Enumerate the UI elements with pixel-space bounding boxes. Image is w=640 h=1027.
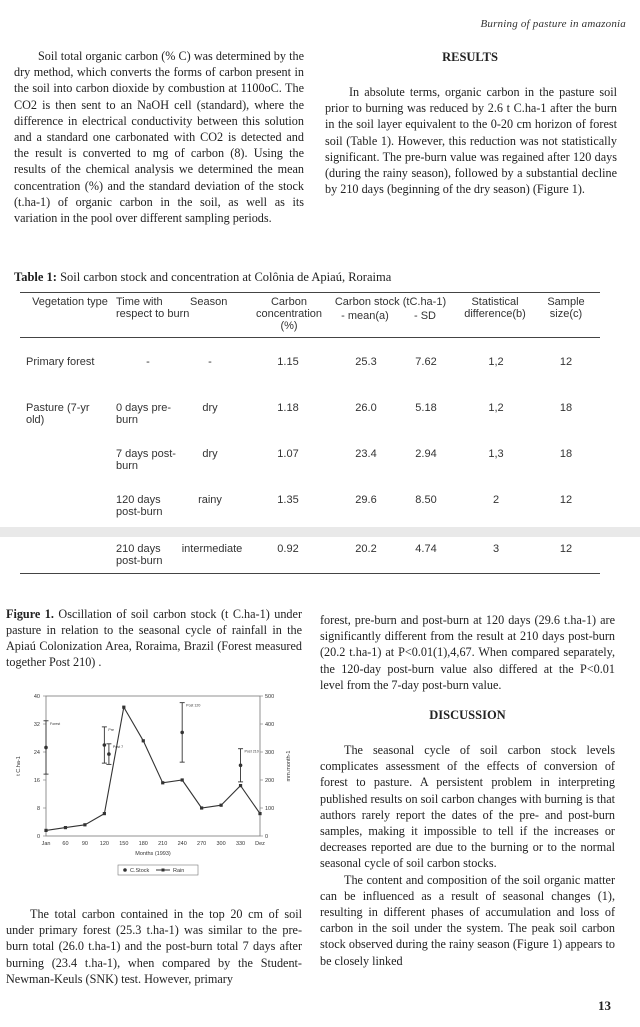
y-right-tick-label: 500 <box>265 694 275 700</box>
y-right-axis-label: mm.month-1 <box>286 750 292 782</box>
table-cell-sd: 8.50 <box>415 494 437 506</box>
th-stock-sd: - SD <box>414 310 436 322</box>
x-tick-label: 180 <box>138 841 148 847</box>
table-cell-season: intermediate <box>181 543 243 555</box>
stock-point-label: Pre <box>108 727 114 732</box>
rain-marker <box>258 812 261 815</box>
table-cell-conc: 1.18 <box>277 402 299 414</box>
table-cell-veg: Pasture (7-yr old) <box>26 402 90 426</box>
table-cell-season: - <box>208 356 212 368</box>
table-cell-time: 210 days post-burn <box>116 543 163 567</box>
methods-paragraph-block <box>14 48 304 226</box>
table-cell-mean: 23.4 <box>355 448 377 460</box>
x-tick-label: Jan <box>41 841 51 847</box>
y-left-tick-label: 32 <box>33 722 40 728</box>
y-left-tick-label: 0 <box>36 834 40 840</box>
table-cell-conc: 1.15 <box>277 356 299 368</box>
x-tick-label: 240 <box>177 841 187 847</box>
table-cell-time: 120 days post-burn <box>116 494 163 518</box>
discussion-heading: DISCUSSION <box>429 708 506 722</box>
y-right-tick-label: 100 <box>265 806 275 812</box>
significance-paragraph: forest, pre-burn and post-burn at 120 days (29.6 t.ha-1) are significantly different from the result at 210 days post-burn (20.2 t.ha-1) at P<0.01(1),4,67. When compared separately, the 120-day post-burn value also differed at the P<0.01 level from the 7-day post-burn value. <box>320 613 615 692</box>
x-tick-label: 120 <box>99 841 109 847</box>
table-cell-n: 18 <box>559 402 573 414</box>
figure-caption-label: Figure 1. <box>6 607 54 621</box>
table-caption-text: Soil carbon stock and concentration at Colônia de Apiaú, Roraima <box>60 270 392 284</box>
table-cell-sd: 2.94 <box>415 448 437 460</box>
table-cell-mean: 26.0 <box>355 402 377 414</box>
table-caption-label: Table 1: <box>14 270 57 284</box>
rain-line <box>46 707 260 830</box>
table-cell-n: 12 <box>559 494 573 506</box>
x-tick-label: 210 <box>158 841 168 847</box>
rain-marker <box>122 706 125 709</box>
stock-point-label: Forest <box>50 721 61 726</box>
legend-stock-marker <box>123 868 127 872</box>
table-cell-mean: 25.3 <box>355 356 377 368</box>
x-tick-label: 90 <box>81 841 88 847</box>
table-cell-time: - <box>146 356 150 368</box>
results-paragraph: In absolute terms, organic carbon in the pasture soil prior to burning was reduced by 2.6 t C.ha-1 after the burn in the soil layer equivalent to the 0-20 cm horizon of forest soil (Table 1). However, this reduction was not statistically significant. The pre-burn value was regained after 120 days (during the rainy season), followed by a substantial decline by 210 days (beginning of the dry season) (Figure 1). <box>325 85 617 197</box>
chart-svg <box>6 684 306 890</box>
table-cell-time: 0 days pre-burn <box>116 402 172 426</box>
table-cell-diff: 3 <box>492 543 500 555</box>
rain-marker <box>83 823 86 826</box>
table-cell-conc: 0.92 <box>277 543 299 555</box>
stock-point <box>103 743 107 747</box>
rain-marker <box>161 781 164 784</box>
table-cell-n: 12 <box>559 543 573 555</box>
rain-marker <box>239 784 242 787</box>
table-cell-season: dry <box>202 448 218 460</box>
table-cell-conc: 1.07 <box>277 448 299 460</box>
table-cell-season: rainy <box>198 494 222 506</box>
figure-1-chart <box>6 684 306 890</box>
figure-caption <box>6 606 302 670</box>
y-left-axis-label: t C.ha-1 <box>16 756 22 776</box>
forest-comparison-block <box>6 906 302 987</box>
stock-point-label: Post 210 <box>244 749 259 754</box>
discussion-block <box>320 742 615 969</box>
table-cell-mean: 20.2 <box>355 543 377 555</box>
stock-point <box>44 746 48 750</box>
rain-marker <box>64 826 67 829</box>
x-tick-label: Dez <box>255 841 265 847</box>
stock-point-label: Post 7 <box>112 744 124 749</box>
stock-point <box>180 731 184 735</box>
figure-caption-text: Oscillation of soil carbon stock (t C.ha-1) under pasture in relation to the seasonal cycle of rainfall in the Apiaú Colonization Area, Roraima, Brazil (Forest measured together Post 210) . <box>6 607 302 669</box>
legend-stock-label: C.Stock <box>130 868 150 874</box>
y-left-tick-label: 40 <box>33 694 40 700</box>
scan-band <box>0 527 640 537</box>
rain-marker <box>44 829 47 832</box>
th-stock-mean: - mean(a) <box>341 310 389 322</box>
table-cell-season: dry <box>202 402 218 414</box>
th-stock: Carbon stock (tC.ha-1) <box>334 296 447 308</box>
th-time: Time with respect to burn <box>116 296 190 320</box>
x-tick-label: 300 <box>216 841 226 847</box>
table-cell-n: 12 <box>559 356 573 368</box>
results-heading: RESULTS <box>442 50 498 64</box>
rain-marker <box>142 739 145 742</box>
table-cell-diff: 2 <box>492 494 500 506</box>
x-tick-label: 270 <box>197 841 207 847</box>
table-cell-diff: 1,2 <box>488 402 504 414</box>
rain-marker <box>181 778 184 781</box>
plot-frame <box>46 696 260 836</box>
y-left-tick-label: 16 <box>33 778 40 784</box>
y-right-tick-label: 400 <box>265 722 275 728</box>
legend-rain-label: Rain <box>173 868 185 874</box>
methods-paragraph: Soil total organic carbon (% C) was determined by the dry method, which converts the forms of carbon present in the soil into carbon dioxide by combustion at 1100oC. The CO2 is then sent to an NaOH cell (standard), where the difference in electrical conductivity between this solution and a standard one carbonated with CO2 is detected and the result is converted to mg of carbon (8). Using the results of the chemical analysis we determined the mean concentration (%) and the standard deviation of the stock (t.ha-1) of organic carbon in the soil, as well as its variation in the pool over different sampling periods. <box>14 49 304 226</box>
stock-point <box>107 752 111 756</box>
forest-comparison-paragraph: The total carbon contained in the top 20 cm of soil under primary forest (25.3 t.ha-1) was similar to the pre-burn total (26.0 t.ha-1) and the post-burn total 7 days after burning (23.4 t.ha-1), when compared by the Student-Newman-Keuls (SNK) test. However, primary <box>6 907 302 986</box>
y-left-tick-label: 24 <box>33 750 40 756</box>
table-cell-n: 18 <box>559 448 573 460</box>
th-sample: Sample size(c) <box>547 296 585 320</box>
table-cell-sd: 4.74 <box>415 543 437 555</box>
stock-point <box>239 764 243 768</box>
y-right-tick-label: 300 <box>265 750 275 756</box>
th-veg-type: Vegetation type <box>32 296 108 308</box>
y-right-tick-label: 200 <box>265 778 275 784</box>
running-header: Burning of pasture in amazonia <box>480 18 626 30</box>
th-conc: Carbon concentration (%) <box>255 296 323 332</box>
table-cell-time: 7 days post-burn <box>116 448 176 472</box>
rain-marker <box>200 806 203 809</box>
page-number: 13 <box>598 998 611 1013</box>
y-right-tick-label: 0 <box>265 834 269 840</box>
carbon-table <box>0 288 640 588</box>
rain-marker <box>219 804 222 807</box>
y-left-tick-label: 8 <box>36 806 40 812</box>
significance-block <box>320 612 615 693</box>
table-cell-diff: 1,2 <box>488 356 504 368</box>
table-cell-mean: 29.6 <box>355 494 377 506</box>
x-axis-label: Months (1993) <box>135 851 171 857</box>
table-cell-sd: 5.18 <box>415 402 437 414</box>
discussion-paragraph-2: The content and composition of the soil organic matter can be influenced as a result of seasonal changes (1), resulting in different phases of accumulation and loss of carbon in the soil under the system. The peak soil carbon stock observed during the rainy season (Figure 1) appears to be closely linked <box>320 872 615 968</box>
table-cell-veg: Primary forest <box>26 356 95 368</box>
th-season: Season <box>190 296 228 308</box>
th-stat-diff: Statistical difference(b) <box>464 296 526 320</box>
table-cell-sd: 7.62 <box>415 356 437 368</box>
x-tick-label: 330 <box>235 841 246 847</box>
table-cell-diff: 1,3 <box>488 448 504 460</box>
rain-marker <box>103 812 106 815</box>
stock-point-label: Post 120 <box>186 703 201 708</box>
discussion-paragraph-1: The seasonal cycle of soil carbon stock levels complicates assessment of the effects of conversion of forest to pasture. A persistent problem in interpreting published results on soil carbon changes with burning is that authors rarely report the dates of the pre- and post-burn samples, making it impossible to tell if the increases or decreases reported are due to the burning or to the normal seasonal cycle of soil carbon stocks. <box>320 743 615 871</box>
table-caption <box>14 270 391 285</box>
legend-rain-marker <box>162 869 165 872</box>
results-paragraph-block <box>325 84 617 197</box>
x-tick-label: 150 <box>119 841 129 847</box>
table-cell-conc: 1.35 <box>277 494 299 506</box>
x-tick-label: 60 <box>62 841 69 847</box>
